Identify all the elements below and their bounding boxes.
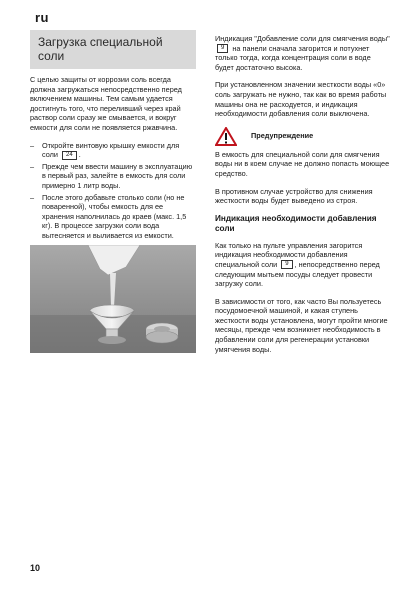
refill-text-start: Как только на пульте управления загорится индикация необходимости добавления специальной соли [215,240,363,269]
page-number: 10 [30,563,41,573]
key-label: 9 [281,260,292,269]
frequency-paragraph: В зависимости от того, как часто Вы пользуетесь посудомоечной машиной, и какая ступень жесткости воды установлена, могут пройти многие месяцы, прежде чем возникнет необходимость в добавлении соли для регенерации установки умягчения воды. [215,296,388,354]
left-column [30,30,196,353]
indicator-paragraph [215,34,391,72]
salt-filling-illustration [30,245,196,353]
section-heading: Загрузка специальной соли [30,30,196,69]
language-code: ru [35,10,49,25]
indicator-text-start: Индикация "Добавление соли для смягчения воды" [215,34,390,43]
warning-paragraph: В емкость для специальной соли для смягчения воды ни в коем случае не должно попасть моющее средство. [215,149,390,178]
key-label: 9 [217,44,228,53]
right-column [215,34,391,362]
warning-paragraph: В противном случае устройство для снижения жесткости воды будет выведено из строя. [215,186,373,206]
refill-paragraph [215,241,391,289]
hardness-paragraph: При установленном значении жесткости воды «0» соль загружать не нужно, так как во время работы машины она не расходуется, и индикация необходимости добавления соли выключена. [215,80,387,119]
list-item-text: Откройте винтовую крышку емкости для соли [42,140,180,160]
list-item: – Прежде чем ввести машину в эксплуатацию в первый раз, залейте в емкость для соли примерно 1 литр воды. [30,162,196,191]
subsection-heading: Индикация необходимости добавления соли [215,213,377,234]
intro-paragraph: С целью защиты от коррозии соль всегда должна загружаться непосредственно перед включением машины. Тем самым удается достигнуть того, что переливший через край раствор соли сразу же смывается, и вокруг емкости для соли не появляется ржавчина. [30,75,182,132]
instruction-list [30,141,196,241]
indicator-text-end: на панели сначала загорится и потухнет только тогда, когда концентрация соли в воде будет достаточно высока. [215,43,371,72]
list-item: – Откройте винтовую крышку емкости для соли 24 . [30,141,196,160]
list-item: – После этого добавьте столько соли (но не поваренной), чтобы емкость для ее хранения наполнилась до краев (макс. 1,5 кг). В процессе загрузки соли вода вытесняется и выливается из емкости. [30,193,196,241]
warning-title: Предупреждение [251,131,314,141]
warning-icon [215,127,237,146]
warning-header [215,127,391,146]
refill-text-end: , непосредственно перед следующим мытьем посуды следует провести загрузку соли. [215,259,380,289]
key-label: 24 [62,151,77,160]
